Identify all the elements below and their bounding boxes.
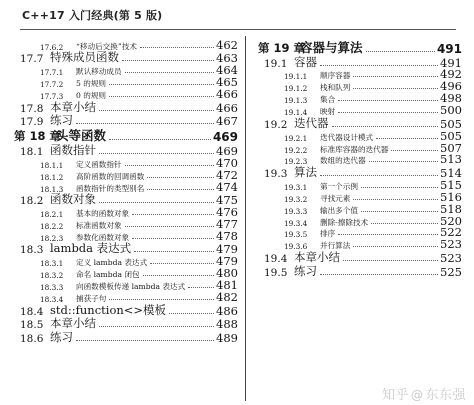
dot-leader	[99, 202, 214, 203]
toc-entry-title: 第一个示例	[320, 181, 358, 191]
toc-entry-page: 479	[216, 242, 238, 257]
toc-entry-number: 19.5	[264, 266, 288, 279]
dot-leader	[109, 84, 214, 85]
dot-leader	[361, 211, 438, 212]
column-divider	[245, 36, 246, 401]
toc-entry-page: 469	[212, 130, 238, 145]
toc-entry-title: 函数指针的类型别名	[76, 183, 145, 193]
toc-entry-page: 476	[216, 205, 238, 220]
toc-entry-page: 475	[216, 193, 238, 208]
toc-entry-number: 18.4	[20, 305, 44, 318]
toc-entry-page: 500	[440, 103, 462, 118]
toc-entry-title: 输出多个值	[320, 205, 358, 215]
toc-entry-number: 17.7	[20, 53, 44, 66]
dot-leader	[150, 263, 214, 264]
toc-entry-number: 18.6	[20, 332, 44, 345]
toc-entry-number: 19.1.3	[284, 96, 308, 106]
toc-entry-sub	[258, 93, 462, 105]
toc-entry-title: 基本的函数对象	[76, 209, 130, 219]
dot-leader	[109, 96, 214, 97]
toc-entry-title: 顺序容器	[320, 71, 351, 81]
dot-leader	[99, 326, 214, 327]
dot-leader	[188, 287, 214, 288]
toc-entry-number: 19.1.2	[284, 84, 308, 94]
toc-entry-sub	[258, 81, 462, 93]
toc-entry-number: 19.2.1	[284, 133, 308, 143]
toc-entry-number: 18.3.1	[40, 259, 64, 269]
toc-entry-page: 465	[216, 75, 238, 90]
watermark-at: @	[410, 388, 424, 402]
toc-entry-title: 标准函数对象	[76, 220, 122, 230]
toc-entry-title: lambda 表达式	[50, 241, 132, 256]
toc-entry-section	[14, 115, 238, 129]
toc-entry-page: 466	[216, 100, 238, 115]
watermark-site: 知乎	[381, 388, 409, 403]
toc-entry-sub	[14, 155, 238, 170]
toc-entry-section	[258, 117, 462, 131]
toc-entry-title: 函数对象	[50, 192, 96, 207]
toc-entry-title: 容器与算法	[300, 40, 363, 55]
toc-entry-number: 18.1.2	[40, 172, 64, 182]
toc-entry-title: 标准库容器的迭代器	[320, 144, 389, 154]
toc-entry-title: 算法	[294, 165, 317, 180]
toc-entry-title: 定义函数指针	[76, 159, 122, 169]
toc-entry-page: 479	[216, 254, 238, 269]
toc-entry-sub	[14, 89, 238, 101]
dot-leader	[338, 112, 438, 113]
toc-entry-number: 19.3.6	[284, 242, 308, 252]
toc-entry-number: 17.9	[20, 116, 44, 129]
toc-entry-sub	[14, 207, 238, 219]
toc-entry-sub	[14, 256, 238, 268]
toc-entry-section	[258, 265, 462, 279]
dot-leader	[132, 238, 214, 239]
toc-entry-page: 489	[216, 330, 238, 345]
dot-leader	[99, 110, 214, 111]
toc-entry-page: 462	[216, 37, 238, 52]
toc-entry-section	[14, 52, 238, 66]
toc-entry-number: 第 19 章	[258, 41, 306, 55]
book-header-title: C++17 入门经典(第 5 版)	[22, 9, 163, 22]
toc-entry-title: 删除-擦除技术	[320, 217, 369, 227]
toc-entry-page: 498	[440, 91, 462, 106]
toc-entry-title: 高阶函数的回调函数	[76, 171, 145, 181]
dot-leader	[134, 251, 214, 252]
toc-entry-number: 18.2	[20, 195, 44, 208]
toc-entry-sub	[258, 152, 462, 167]
toc-entry-title: 练习	[294, 263, 317, 278]
toc-entry-title: 定义 lambda 表达式	[76, 258, 148, 268]
toc-right-column	[258, 40, 462, 279]
toc-entry-number: 19.3.5	[284, 230, 308, 240]
dot-leader	[125, 226, 214, 227]
toc-entry-page: 522	[440, 225, 462, 240]
toc-entry-page: 525	[440, 264, 462, 279]
dot-leader	[125, 72, 214, 73]
dot-leader	[376, 138, 438, 139]
toc-entry-section	[258, 56, 462, 70]
toc-entry-number: 19.3.1	[284, 182, 308, 192]
dot-leader	[147, 189, 214, 190]
dot-leader	[353, 88, 438, 89]
toc-entry-number: 18.5	[20, 319, 44, 332]
toc-entry-page: 478	[216, 228, 238, 243]
toc-entry-chapter	[258, 40, 462, 56]
toc-entry-page: 520	[440, 213, 462, 228]
toc-entry-number: 19.1	[264, 57, 288, 70]
dot-leader	[132, 214, 214, 215]
toc-entry-page: 505	[440, 128, 462, 143]
toc-entry-title: 数组的迭代器	[320, 156, 366, 166]
toc-entry-number: 18.2.2	[40, 221, 64, 231]
toc-entry-page: 523	[440, 237, 462, 252]
toc-entry-title: 映射	[320, 107, 336, 117]
toc-entry-title: 栈和队列	[320, 83, 351, 93]
header-rule	[20, 29, 456, 30]
toc-entry-sub	[258, 140, 462, 155]
toc-entry-section	[258, 251, 462, 265]
toc-entry-page: 477	[216, 216, 238, 231]
dot-leader	[338, 100, 438, 101]
toc-entry-title: 0 的规则	[76, 91, 107, 101]
dot-leader	[99, 153, 214, 154]
toc-entry-section	[14, 101, 238, 115]
toc-entry-page: 523	[440, 250, 462, 265]
toc-entry-sub	[258, 67, 462, 82]
toc-entry-number: 19.1.4	[284, 108, 308, 118]
dot-leader	[109, 139, 211, 140]
toc-entry-number: 17.6.2	[40, 42, 64, 52]
toc-entry-page: 507	[440, 140, 462, 155]
dot-leader	[369, 161, 438, 162]
dot-leader	[143, 275, 214, 276]
toc-entry-number: 19.1.1	[284, 72, 308, 82]
toc-entry-page: 467	[216, 114, 238, 129]
dot-leader	[338, 234, 438, 235]
toc-entry-title: 练习	[50, 329, 73, 344]
toc-entry-number: 18.3.3	[40, 283, 64, 293]
toc-entry-title: 头等函数	[56, 128, 107, 144]
toc-entry-sub	[258, 189, 462, 204]
dot-leader	[353, 76, 438, 77]
toc-entry-title: 并行算法	[320, 241, 351, 251]
toc-entry-title: std::function<>模板	[50, 302, 167, 317]
toc-entry-number: 17.7.2	[40, 80, 64, 90]
dot-leader	[361, 187, 438, 188]
toc-entry-number: 17.7.3	[40, 92, 64, 102]
toc-entry-page: 464	[216, 63, 238, 78]
toc-entry-title: 5 的规则	[76, 79, 107, 89]
watermark-author: 东东强	[425, 388, 466, 403]
toc-entry-sub	[258, 239, 462, 251]
toc-entry-title: 本章小结	[50, 99, 96, 114]
dot-leader	[125, 165, 214, 166]
toc-entry-number: 18.3.4	[40, 295, 64, 305]
dot-leader	[320, 274, 438, 275]
toc-entry-page: 463	[216, 51, 238, 66]
toc-entry-page: 496	[440, 79, 462, 94]
dot-leader	[122, 60, 214, 61]
dot-leader	[353, 199, 438, 200]
dot-leader	[147, 177, 214, 178]
toc-entry-title: 迭代器	[294, 115, 329, 130]
watermark	[382, 384, 466, 403]
dot-leader	[76, 123, 214, 124]
toc-entry-sub	[258, 128, 462, 143]
toc-entry-sub	[14, 65, 238, 77]
toc-entry-sub	[258, 177, 462, 192]
toc-entry-title: 参数化函数对象	[76, 232, 130, 242]
dot-leader	[371, 223, 438, 224]
toc-entry-number: 19.3.3	[284, 206, 308, 216]
toc-entry-title: 特殊成员函数	[50, 50, 119, 65]
toc-entry-number: 17.8	[20, 102, 44, 115]
toc-entry-page: 513	[440, 152, 462, 167]
toc-entry-page: 491	[436, 42, 462, 56]
toc-entry-number: 19.2.3	[284, 157, 308, 167]
toc-entry-title: 迭代器设计模式	[320, 132, 374, 142]
toc-entry-title: 练习	[50, 113, 73, 128]
toc-entry-number: 19.2	[264, 118, 288, 131]
toc-entry-sub	[258, 201, 462, 216]
dot-leader	[366, 51, 435, 52]
dot-leader	[76, 340, 214, 341]
dot-leader	[320, 175, 438, 176]
toc-entry-sub	[14, 280, 238, 292]
toc-entry-sub	[14, 167, 238, 182]
toc-entry-page: 481	[216, 278, 238, 293]
toc-entry-section	[14, 243, 238, 257]
toc-entry-number: 18.1	[20, 145, 44, 158]
toc-entry-section	[14, 318, 238, 332]
toc-entry-sub	[14, 268, 238, 280]
toc-entry-page: 514	[440, 166, 462, 181]
toc-entry-page: 472	[216, 167, 238, 182]
toc-entry-sub	[14, 179, 238, 194]
dot-leader	[320, 65, 438, 66]
toc-entry-title: 命名 lambda 闭包	[76, 270, 140, 280]
toc-entry-page: 491	[440, 55, 462, 70]
toc-entry-page: 466	[216, 87, 238, 102]
toc-entry-title: 捕获子句	[76, 294, 107, 304]
toc-entry-number: 18.2.3	[40, 233, 64, 243]
toc-entry-number: 19.3.2	[284, 194, 308, 204]
toc-entry-page: 516	[440, 189, 462, 204]
toc-entry-number: 19.3	[264, 168, 288, 181]
toc-entry-page: 480	[216, 266, 238, 281]
toc-entry-number: 18.3	[20, 244, 44, 257]
toc-entry-page: 518	[440, 201, 462, 216]
toc-entry-page: 469	[216, 143, 238, 158]
toc-entry-number: 第 18 章	[14, 129, 62, 144]
toc-entry-page: 474	[216, 179, 238, 194]
toc-entry-title: 容器	[294, 54, 317, 69]
toc-entry-number: 19.3.4	[284, 218, 308, 228]
toc-entry-title: “移动后交换”技术	[76, 41, 137, 51]
toc-entry-number: 18.1.3	[40, 184, 64, 194]
toc-entry-sub	[14, 37, 238, 52]
toc-entry-title: 函数指针	[50, 142, 96, 157]
toc-entry-sub	[258, 213, 462, 228]
toc-entry-title: 寻找元素	[320, 193, 351, 203]
toc-entry-title: 默认移动成员	[76, 67, 122, 77]
toc-entry-title: 本章小结	[50, 316, 96, 331]
toc-entry-number: 19.2.2	[284, 145, 308, 155]
toc-left-column	[14, 37, 238, 345]
toc-entry-number: 19.4	[264, 252, 288, 265]
toc-entry-page: 515	[440, 177, 462, 192]
toc-entry-sub	[258, 105, 462, 117]
toc-entry-sub	[14, 216, 238, 231]
dot-leader	[343, 260, 438, 261]
dot-leader	[140, 47, 214, 48]
toc-entry-title: 集合	[320, 95, 336, 105]
toc-entry-section	[14, 194, 238, 208]
toc-entry-page: 470	[216, 155, 238, 170]
toc-entry-page: 482	[216, 290, 238, 305]
toc-entry-title: 本章小结	[294, 249, 340, 264]
toc-entry-section	[14, 144, 238, 158]
dot-leader	[169, 313, 214, 314]
toc-entry-number: 18.2.1	[40, 210, 64, 220]
toc-entry-section	[14, 331, 238, 345]
toc-entry-sub	[14, 77, 238, 89]
toc-entry-page: 505	[440, 116, 462, 131]
toc-entry-page: 488	[216, 317, 238, 332]
toc-entry-number: 17.7.1	[40, 68, 64, 78]
toc-entry-chapter	[14, 128, 238, 144]
toc-entry-page: 492	[440, 67, 462, 82]
toc-entry-number: 18.1.1	[40, 160, 64, 170]
toc-entry-page: 486	[216, 303, 238, 318]
toc-entry-section	[14, 304, 238, 318]
toc-entry-sub	[258, 225, 462, 240]
dot-leader	[353, 246, 438, 247]
dot-leader	[332, 126, 439, 127]
toc-entry-number: 18.3.2	[40, 271, 64, 281]
toc-entry-title: 向函数模板传递 lambda 表达式	[76, 282, 186, 292]
toc-entry-section	[258, 166, 462, 180]
toc-entry-title: 排序	[320, 229, 336, 239]
dot-leader	[391, 150, 438, 151]
dot-leader	[109, 299, 214, 300]
